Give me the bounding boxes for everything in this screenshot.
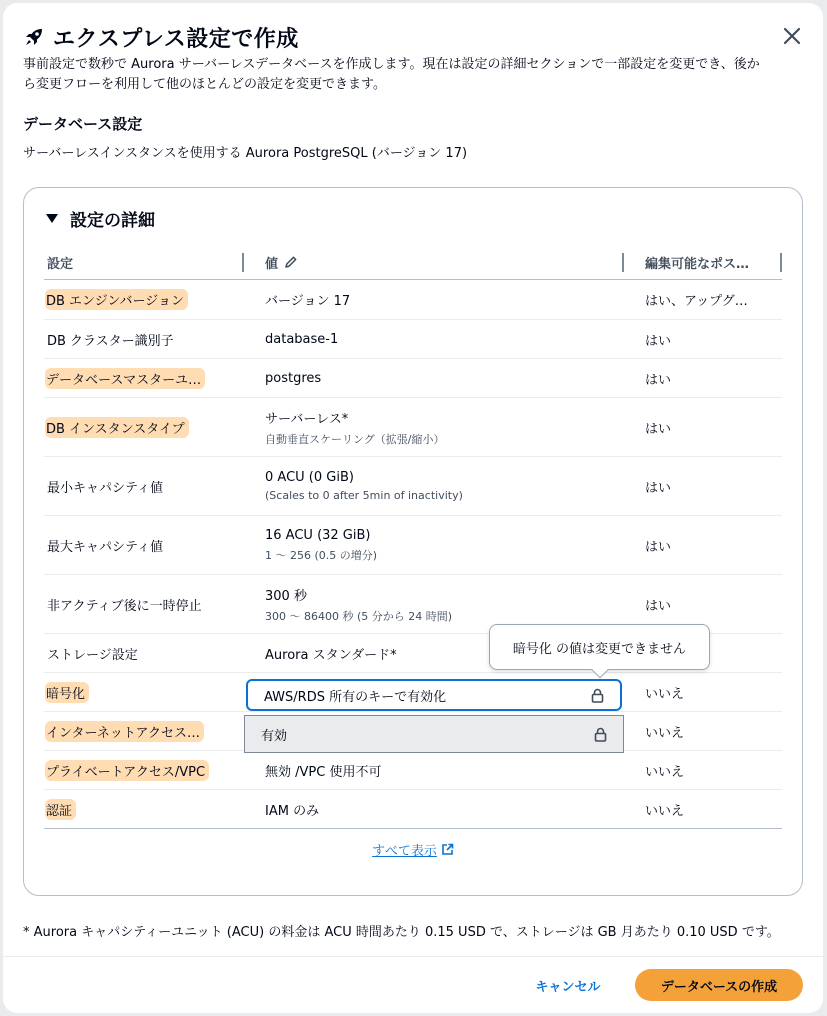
- setting-label: 認証: [45, 799, 76, 820]
- show-all-label[interactable]: すべて表示: [372, 844, 437, 859]
- cancel-button[interactable]: キャンセル: [523, 969, 613, 1001]
- internet-access-locked-field[interactable]: [244, 715, 624, 753]
- setting-value: postgres: [265, 370, 322, 386]
- column-header-setting[interactable]: 設定: [47, 256, 74, 272]
- setting-value: database-1: [265, 331, 339, 347]
- table-row: [44, 280, 782, 320]
- pricing-footnote: * Aurora キャパシティーユニット (ACU) の料金は ACU 時間あたり 0.15 USD で、ストレージは GB 月あたり 0.10 USD です。: [23, 925, 780, 940]
- footer-divider: [3, 956, 823, 957]
- table-row: [44, 359, 782, 398]
- setting-label: ストレージ設定: [47, 647, 138, 663]
- setting-value-description: 1 〜 256 (0.5 の増分): [265, 548, 378, 562]
- editable-value: いいえ: [645, 686, 685, 702]
- close-icon[interactable]: [781, 25, 803, 47]
- caret-down-icon: [46, 214, 58, 223]
- setting-value: 有効: [261, 728, 288, 744]
- setting-label: DB クラスター識別子: [47, 333, 174, 349]
- setting-label: DB エンジンバージョン: [45, 289, 188, 310]
- editable-value: はい、アップグ…: [645, 294, 748, 309]
- locked-value-tooltip: [489, 624, 710, 670]
- show-all-link[interactable]: [24, 840, 802, 859]
- rocket-icon: [23, 26, 45, 48]
- editable-value: いいえ: [645, 803, 685, 819]
- setting-value: 16 ACU (32 GiB): [265, 527, 371, 543]
- setting-value-description: (Scales to 0 after 5min of inactivity): [265, 489, 463, 502]
- setting-label: 暗号化: [45, 682, 89, 703]
- settings-details-title: 設定の詳細: [70, 211, 155, 231]
- column-header-value[interactable]: 値: [265, 244, 298, 280]
- setting-value: AWS/RDS 所有のキーで有効化: [264, 689, 447, 705]
- table-row: [44, 320, 782, 359]
- lock-icon: [591, 688, 604, 703]
- editable-value: いいえ: [645, 764, 685, 780]
- tooltip-text: 暗号化 の値は変更できません: [512, 641, 687, 657]
- modal-header: [23, 19, 803, 55]
- editable-value: はい: [645, 333, 672, 349]
- setting-value: 300 秒: [265, 588, 307, 604]
- lock-icon: [594, 727, 607, 742]
- edit-icon: [284, 255, 298, 269]
- settings-table: [44, 244, 782, 829]
- settings-details-panel: [23, 187, 803, 896]
- setting-value: IAM のみ: [265, 803, 320, 819]
- setting-label: 非アクティブ後に一時停止: [47, 598, 202, 614]
- column-resizer[interactable]: [622, 253, 624, 272]
- table-row: [44, 673, 782, 712]
- setting-value: Aurora スタンダード*: [265, 647, 397, 663]
- db-settings-heading: データベース設定: [23, 115, 143, 133]
- setting-value-description: 300 〜 86400 秒 (5 分から 24 時間): [265, 609, 453, 623]
- setting-label: データベースマスターユ…: [45, 368, 205, 389]
- external-link-icon: [441, 843, 454, 856]
- editable-value: はい: [645, 539, 672, 555]
- setting-value: 無効 /VPC 使用不可: [265, 764, 382, 780]
- table-header: [44, 244, 782, 280]
- setting-value-description: 自動垂直スケーリング（拡張/縮小）: [265, 432, 445, 446]
- table-row: [44, 398, 782, 457]
- db-settings-text: サーバーレスインスタンスを使用する Aurora PostgreSQL (バージョン 17): [23, 146, 468, 161]
- editable-value: いいえ: [645, 725, 685, 741]
- editable-value: はい: [645, 421, 672, 437]
- setting-label: 最小キャパシティ値: [47, 480, 163, 496]
- setting-label: プライベートアクセス/VPC: [45, 760, 209, 781]
- modal-description: 事前設定で数秒で Aurora サーバーレスデータベースを作成します。現在は設定の詳細セクションで一部設定を変更でき、後から変更フローを利用して他のほとんどの設定を変更できます。: [23, 57, 760, 92]
- encryption-locked-field[interactable]: [246, 679, 622, 711]
- column-header-editable[interactable]: 編集可能なポス…: [645, 256, 750, 272]
- setting-label: DB インスタンスタイプ: [45, 417, 189, 438]
- create-database-button[interactable]: データベースの作成: [635, 969, 803, 1001]
- editable-value: はい: [645, 480, 672, 496]
- setting-value: 0 ACU (0 GiB): [265, 470, 354, 485]
- editable-value: はい: [645, 598, 672, 614]
- table-row: [44, 712, 782, 751]
- table-row: [44, 457, 782, 516]
- setting-value: サーバーレス*: [265, 411, 349, 427]
- setting-value: バージョン 17: [265, 294, 351, 309]
- column-resizer[interactable]: [780, 253, 782, 272]
- table-row: [44, 790, 782, 829]
- modal-title: エクスプレス設定で作成: [53, 26, 299, 52]
- editable-value: はい: [645, 372, 672, 388]
- table-row: [44, 516, 782, 575]
- table-row: [44, 751, 782, 790]
- create-database-modal: [3, 3, 823, 1013]
- setting-label: インターネットアクセス…: [45, 721, 204, 742]
- settings-details-toggle[interactable]: [46, 206, 155, 231]
- setting-label: 最大キャパシティ値: [47, 539, 163, 555]
- column-resizer[interactable]: [242, 253, 244, 272]
